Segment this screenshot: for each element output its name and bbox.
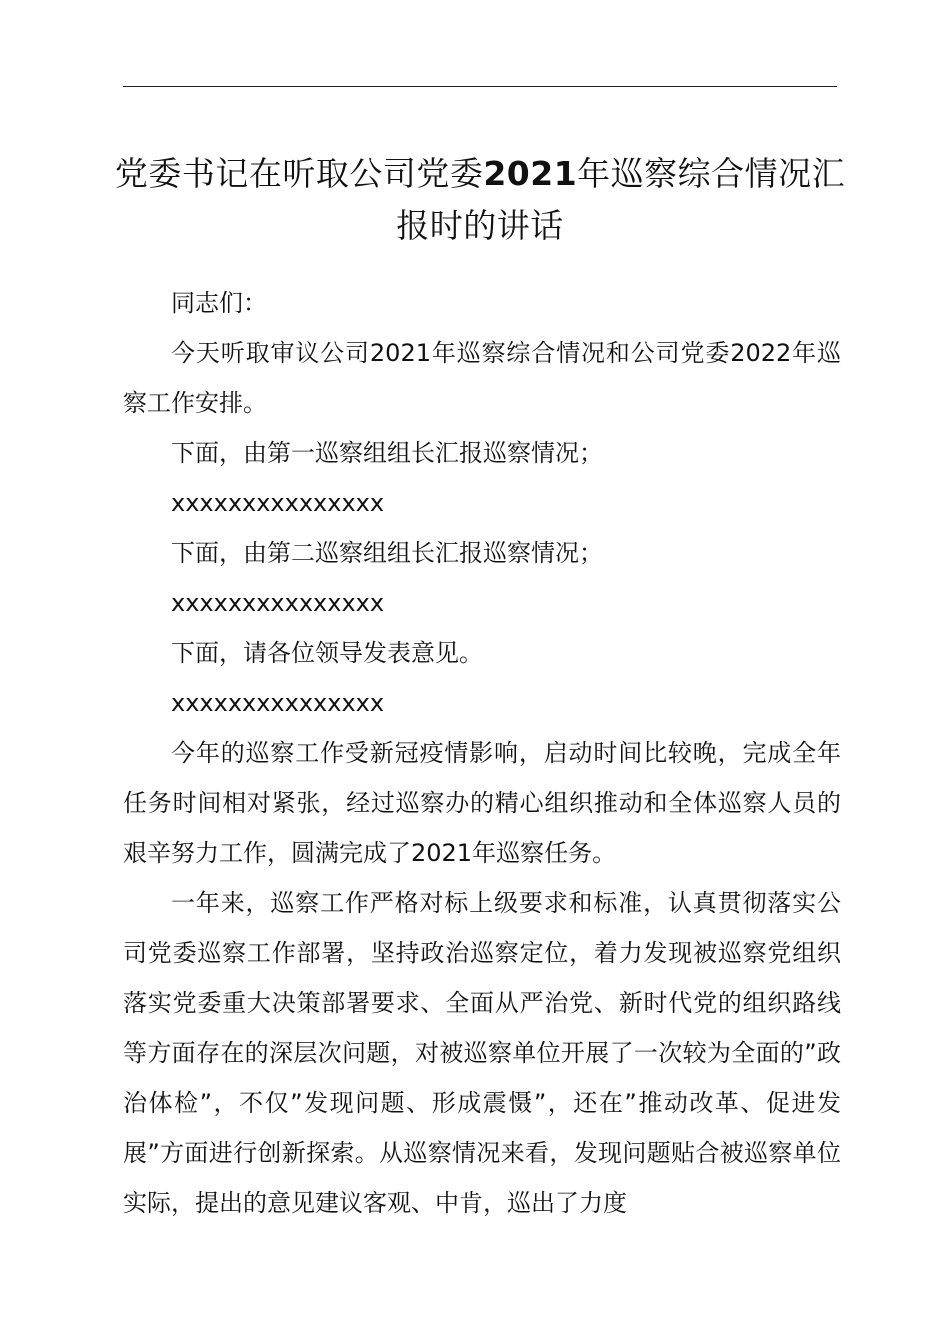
title-year: 2021 (483, 154, 578, 193)
paragraph-intro: 今天听取审议公司2021年巡察综合情况和公司党委2022年巡察工作安排。 (123, 339, 841, 417)
paragraph-salutation: 同志们： (171, 289, 267, 317)
paragraph-year-review: 一年来，巡察工作严格对标上级要求和标准，认真贯彻落实公司党委巡察工作部署，坚持政治巡察定位，着力发现被巡察党组织落实党委重大决策部署要求、全面从严治党、新时代党的组织路线等方面存在的深层次问题，对被巡察单位开展了一次较为全面的”政治体检”，不仅”发现问题、形成震慑”，还在”推动改革、促进发展”方面进行创新探索。从巡察情况来看，发现问题贴合被巡察单位实际，提出的意见建议客观、中肯，巡出了力度 (123, 889, 841, 1217)
paragraph-placeholder-3: xxxxxxxxxxxxxxx (171, 689, 385, 717)
title-part-1: 党委书记在听取公司党委 (114, 154, 484, 193)
paragraph-leaders-opinion: 下面，请各位领导发表意见。 (171, 639, 483, 667)
paragraph-placeholder-2: xxxxxxxxxxxxxxx (171, 589, 385, 617)
paragraph-first-report: 下面，由第一巡察组组长汇报巡察情况； (171, 439, 603, 467)
paragraph-second-report: 下面，由第二巡察组组长汇报巡察情况； (171, 539, 603, 567)
title-part-2: 年巡察综合情况汇报时的讲话 (396, 154, 846, 245)
paragraph-summary: 今年的巡察工作受新冠疫情影响，启动时间比较晚，完成全年任务时间相对紧张，经过巡察办的精心组织推动和全体巡察人员的艰辛努力工作，圆满完成了2021年巡察任务。 (123, 739, 841, 867)
document-body (123, 278, 841, 1228)
paragraph-placeholder-1: xxxxxxxxxxxxxxx (171, 489, 385, 517)
header-rule (123, 86, 837, 87)
document-title (110, 148, 850, 252)
